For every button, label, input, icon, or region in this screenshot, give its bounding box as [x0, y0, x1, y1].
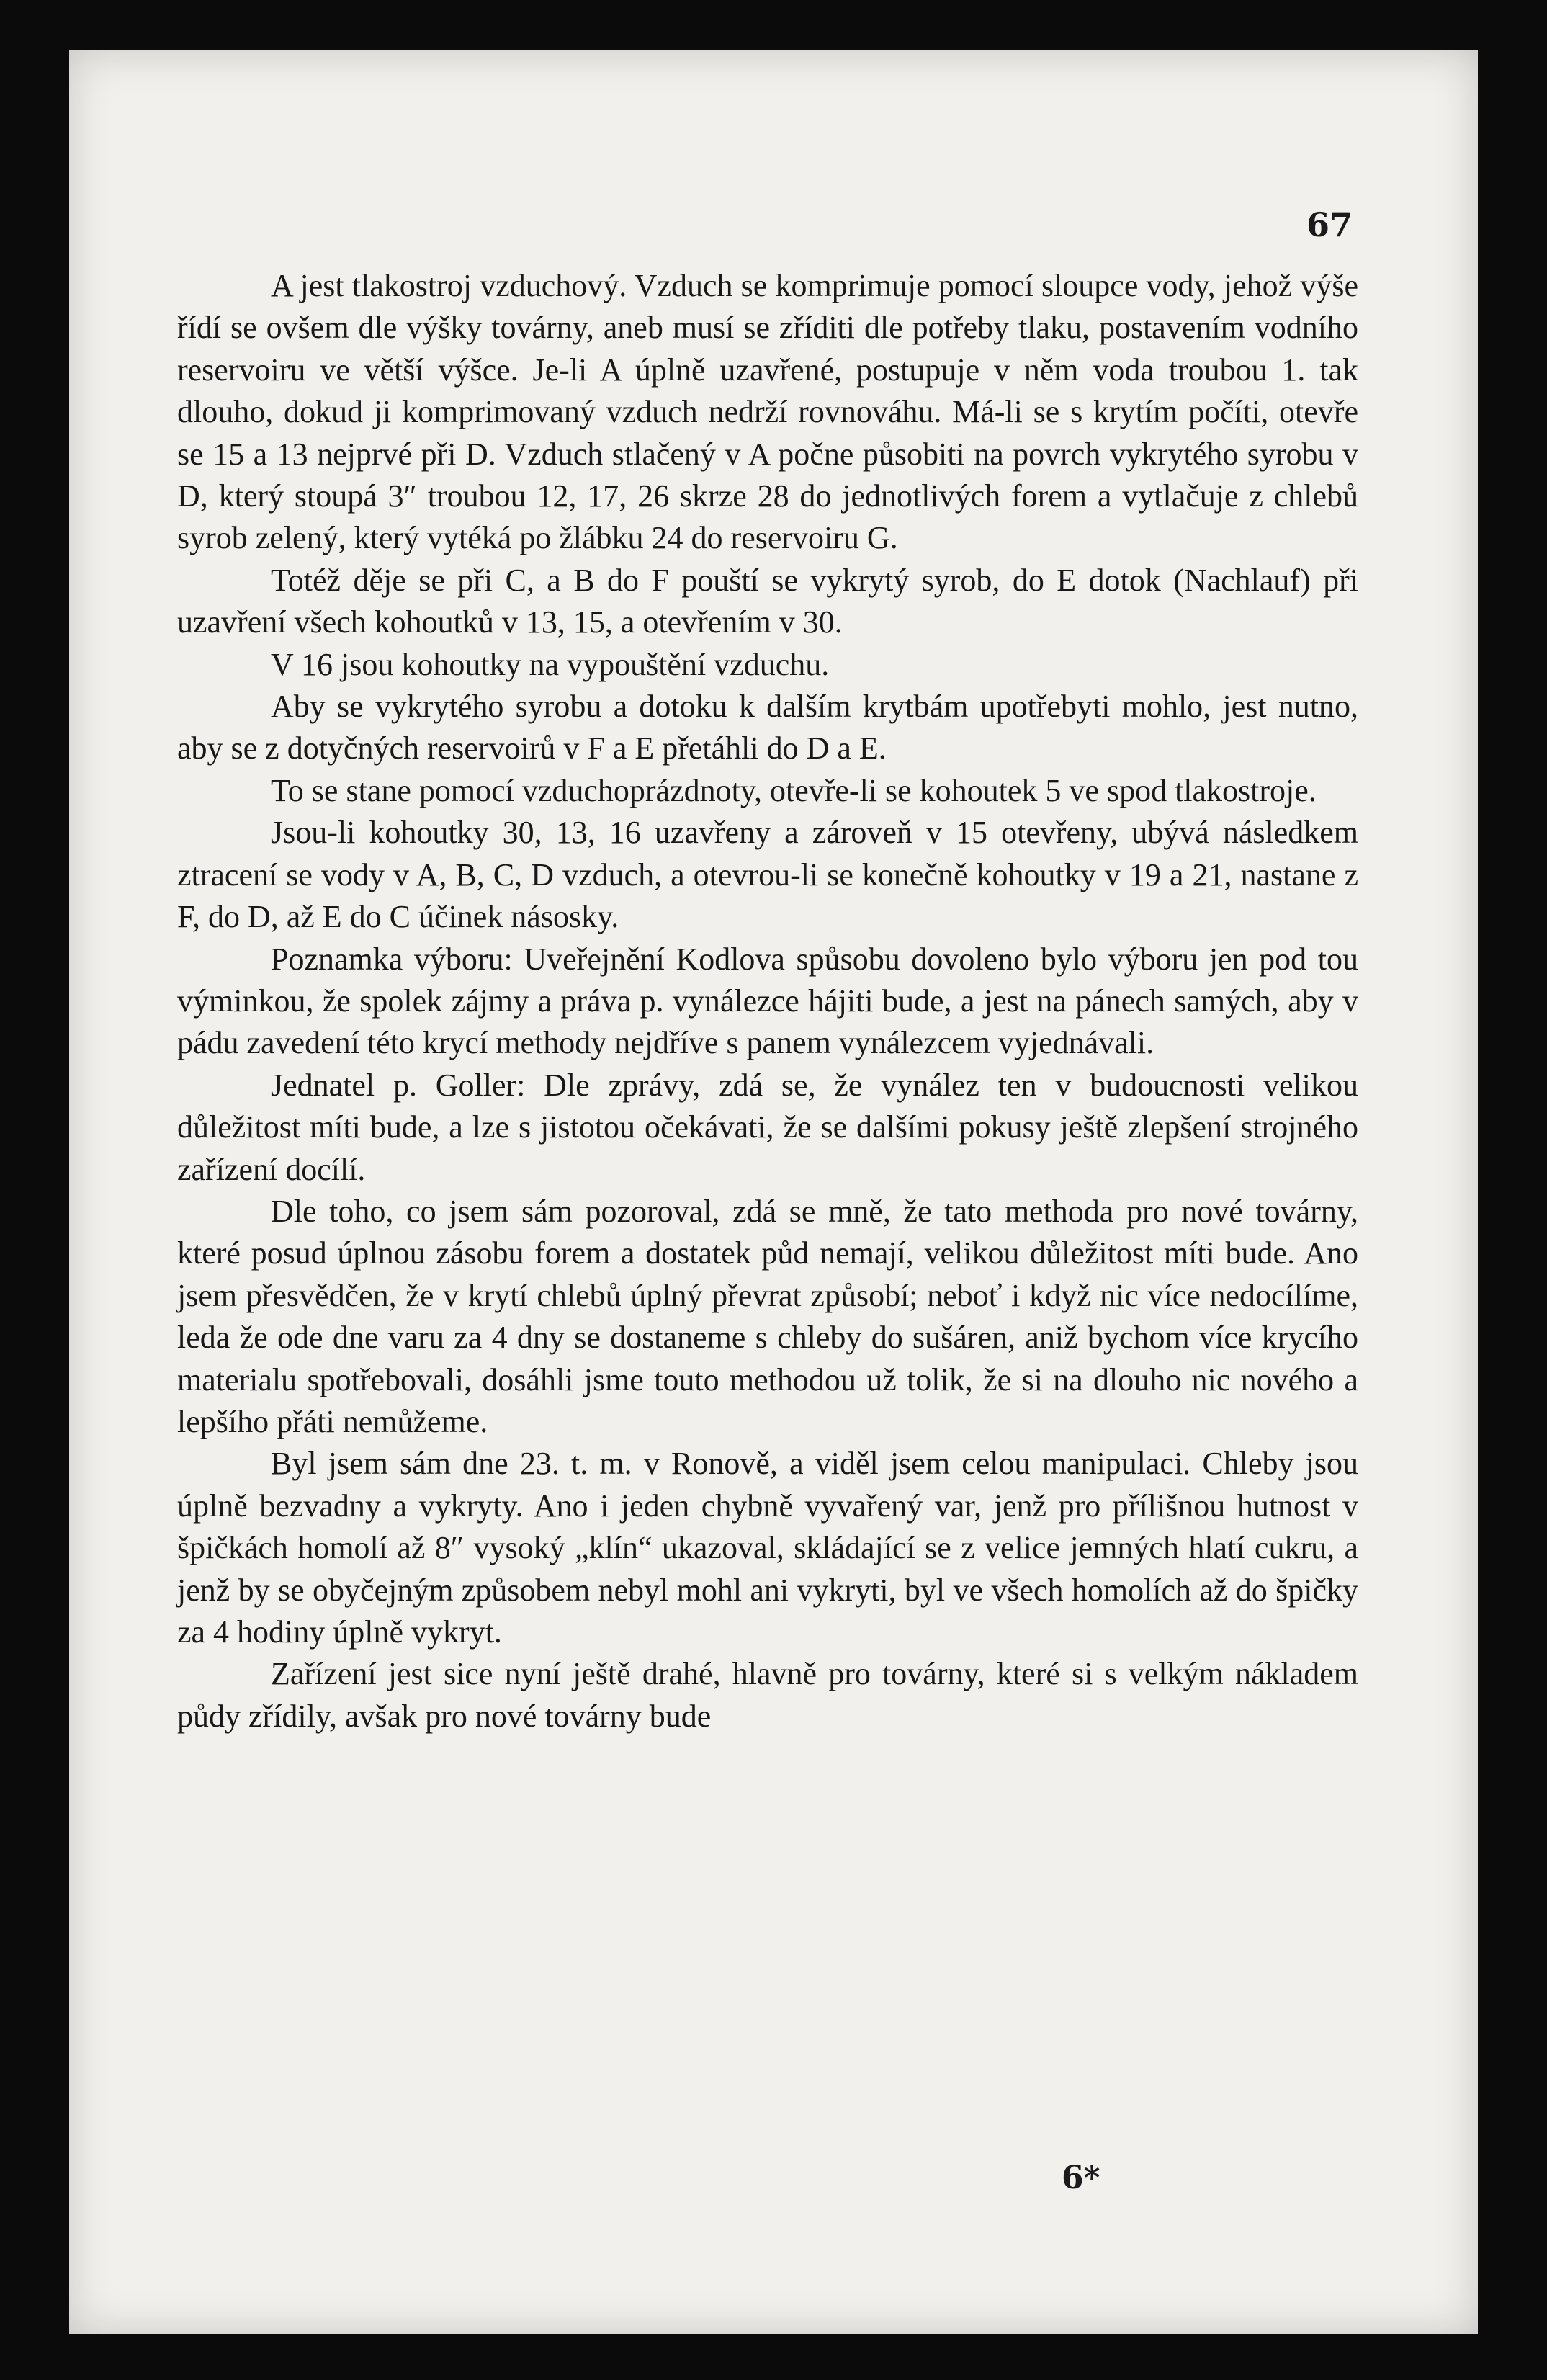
paragraph: Jednatel p. Goller: Dle zprávy, zdá se, že vynález ten v budoucnosti velikou důležitost míti bude, a lze s jistotou očekávati, že se dalšími pokusy ještě zlepšení strojného zařízení docílí.	[177, 1067, 1358, 1187]
printer-signature: 6*	[1062, 2160, 1100, 2196]
body-text	[177, 265, 1358, 1737]
paragraph: A jest tlakostroj vzduchový. Vzduch se komprimuje pomocí sloupce vody, jehož výše řídí se ovšem dle výšky továrny, aneb musí se zříditi dle potřeby tlaku, postavením vodního reservoiru ve větší výšce. Je-li A úplně uzavřené, postupuje v něm voda troubou 1. tak dlouho, dokud ji komprimovaný vzduch nedrží rovnováhu. Má-li se s krytím počíti, otevře se 15 a 13 nejprvé při D. Vzduch stlačený v A počne působiti na povrch vykrytého syrobu v D, který stoupá 3″ troubou 12, 17, 26 skrze 28 do jednotlivých forem a vytlačuje z chlebů syrob zelený, který vytéká po žlábku 24 do reservoiru G.	[177, 268, 1358, 556]
paragraph: Dle toho, co jsem sám pozoroval, zdá se mně, že tato methoda pro nové továrny, které posud úplnou zásobu forem a dostatek půd nemají, velikou důležitost míti bude. Ano jsem přesvědčen, že v krytí chlebů úplný převrat způsobí; neboť i když nic více nedocílíme, leda že ode dne varu za 4 dny se dostaneme s chleby do sušáren, aniž bychom více krycího materialu spotřebovali, dosáhli jsme touto methodou už tolik, že si na dlouho nic nového a lepšího přáti nemůžeme.	[177, 1193, 1358, 1439]
paragraph: V 16 jsou kohoutky na vypouštění vzduchu.	[271, 646, 830, 682]
paragraph: Aby se vykrytého syrobu a dotoku k dalším krytbám upotřebyti mohlo, jest nutno, aby se z dotyčných reservoirů v F a E přetáhli do D a E.	[177, 689, 1358, 766]
paragraph: Byl jsem sám dne 23. t. m. v Ronově, a viděl jsem celou manipulaci. Chleby jsou úplně bezvadny a vykryty. Ano i jeden chybně vyvařený var, jenž pro přílišnou hutnost v špičkách homolí až 8″ vysoký „klín“ ukazoval, skládající se z velice jemných hlatí cukru, a jenž by se obyčejným způsobem nebyl mohl ani vykryti, byl ve všech homolích až do špičky za 4 hodiny úplně vykryt.	[177, 1446, 1358, 1650]
paragraph: Totéž děje se při C, a B do F pouští se vykrytý syrob, do E dotok (Nachlauf) při uzavření všech kohoutků v 13, 15, a otevřením v 30.	[177, 562, 1358, 640]
page-number: 67	[1306, 205, 1353, 244]
paragraph: Jsou-li kohoutky 30, 13, 16 uzavřeny a zároveň v 15 otevřeny, ubývá následkem ztracení se vody v A, B, C, D vzduch, a otevrou-li se konečně kohoutky v 19 a 21, nastane z F, do D, až E do C účinek násosky.	[177, 815, 1358, 935]
paragraph: To se stane pomocí vzduchoprázdnoty, otevře-li se kohoutek 5 ve spod tlakostroje.	[271, 772, 1317, 808]
paragraph: Poznamka výboru: Uveřejnění Kodlova spůsobu dovoleno bylo výboru jen pod tou výminkou, že spolek zájmy a práva p. vynálezce hájiti bude, a jest na pánech samých, aby v pádu zavedení této krycí methody nejdříve s panem vynálezcem vyjednávali.	[177, 941, 1358, 1061]
paragraph: Zařízení jest sice nyní ještě drahé, hlavně pro továrny, které si s velkým nákladem půdy zřídily, avšak pro nové továrny bude	[177, 1656, 1358, 1734]
book-page	[69, 50, 1478, 2334]
